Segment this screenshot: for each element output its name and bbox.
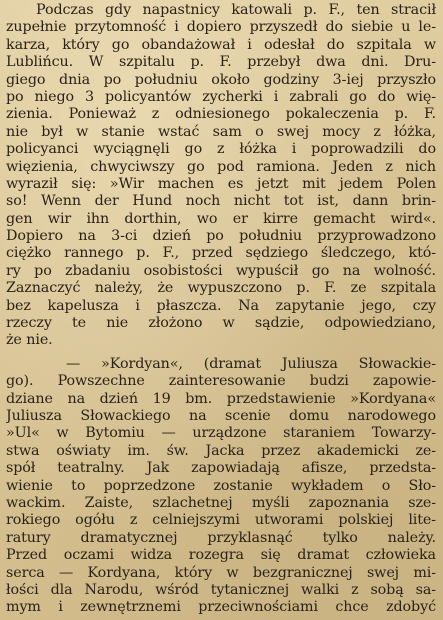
article-column bbox=[6, 2, 436, 617]
paragraph-kordyan-announcement bbox=[6, 356, 436, 617]
text-line: bez kapelusza i płaszcza. Na zapytanie jego, czy bbox=[6, 297, 436, 314]
text-line: policyanci wyciągnęli go z łóżka i poprowadzili do bbox=[6, 141, 436, 158]
text-line: wienie to poprzedzone zostanie wykładem o Sło- bbox=[6, 477, 436, 494]
text-line: Podczas gdy napastnicy katowali p. F., ten stracił bbox=[36, 2, 436, 18]
text-line: po niego 3 policyantów zycherki i zabrali go do wię- bbox=[6, 88, 436, 105]
text-line: ry po zbadaniu osobistości wypuścił go na wolność. bbox=[6, 262, 436, 279]
text-line: stwa oświaty im. św. Jacka przez akademicki ze- bbox=[6, 442, 436, 459]
text-line: giego dnia po południu około godziny 3-iej przyszło bbox=[6, 71, 436, 88]
text-line: wyraził się: »Wir machen es jetzt mit jedem Polen bbox=[6, 175, 436, 192]
text-line: »Ul« w Bytomiu — urządzone staraniem Towarzy- bbox=[6, 425, 436, 442]
text-line: nie był w stanie wstać sam o swej mocy z łóżka, bbox=[6, 123, 436, 140]
text-line: Zaznaczyć należy, że wypuszczono p. F. ze szpitala bbox=[6, 280, 436, 297]
text-line: spół teatralny. Jak zapowiadają afisze, przedsta- bbox=[6, 460, 436, 477]
text-line: — »Kordyan«, (dramat Juliusza Słowackie- bbox=[66, 355, 436, 372]
text-line: karza, który go obandażował i odesłał do szpitala w bbox=[6, 36, 436, 53]
text-line: Lublińcu. W szpitalu p. F. przebył dwa dni. Dru- bbox=[6, 54, 436, 71]
text-line: rokiego ogółu z celniejszymi utworami polskiej lite- bbox=[6, 512, 436, 529]
text-line: łości dla Narodu, wśród tytanicznej walki z sobą sa- bbox=[6, 581, 436, 598]
paragraph-police-report bbox=[6, 2, 436, 350]
text-line: so! Wenn der Hund noch nicht tot ist, dann brin- bbox=[6, 193, 436, 210]
text-line: rzeczy te nie złożono w sądzie, odpowiedziano, bbox=[6, 315, 436, 332]
text-line: wackim. Zaiste, szlachetnej myśli zapoznania sze- bbox=[6, 494, 436, 511]
text-line: serca — Kordyana, który w bezgranicznej swej mi- bbox=[6, 564, 436, 581]
text-line: gen wir ihn dorthin, wo er kirre gemacht wird«. bbox=[6, 210, 436, 227]
text-line: zienia. Ponieważ z odniesionego pokaleczenia p. F. bbox=[6, 106, 436, 123]
text-line: ratury dramatycznej przyklasnąć tylko należy. bbox=[6, 529, 436, 546]
text-line: zupełnie przytomność i dopiero przyszedł do siebie u le- bbox=[6, 19, 436, 36]
text-line: Dopiero na 3-ci dzień po południu przyprowadzono bbox=[6, 228, 436, 245]
text-line: go). Powszechne zainteresowanie budzi zapowie- bbox=[6, 373, 436, 390]
text-line: ciężko rannego p. F., przed sędziego śledczego, któ- bbox=[6, 245, 436, 262]
text-line: mym i zewnętrznemi przeciwnościami chce zdobyć bbox=[6, 599, 436, 616]
text-line: że nie. bbox=[6, 332, 53, 349]
text-line: dziane na dzień 19 bm. przedstawienie »Kordyana« bbox=[6, 390, 436, 407]
text-line: Juliusza Słowackiego na scenie domu narodowego bbox=[6, 407, 436, 424]
text-line: więzienia, chwyciwszy go pod ramiona. Jeden z nich bbox=[6, 158, 436, 175]
text-line: Przed oczami widza rozegra się dramat człowieka bbox=[6, 547, 436, 564]
